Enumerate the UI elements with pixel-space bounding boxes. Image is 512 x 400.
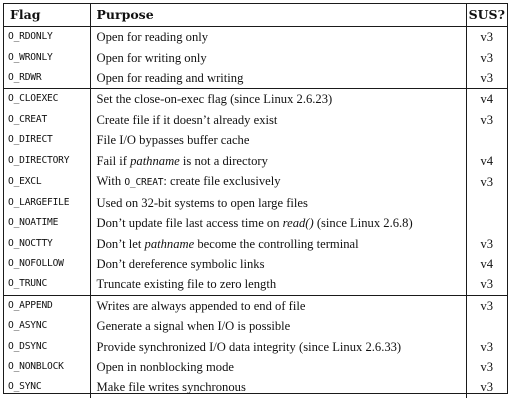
purpose-text: Create file if it doesn’t already exist: [96, 112, 278, 127]
table-row: [4, 295, 507, 316]
purpose-cell: [90, 110, 466, 130]
flag-cell: O_WRONLY: [8, 51, 53, 63]
table-row: [4, 27, 507, 48]
purpose-text: (since Linux 2.6.8): [313, 216, 413, 231]
flag-cell: O_CREAT: [8, 113, 48, 125]
sus-cell: v3: [466, 336, 507, 356]
flag-cell: O_DIRECTORY: [8, 154, 70, 166]
sus-cell: v3: [466, 27, 507, 48]
purpose-cell: [90, 357, 466, 377]
table-row: [4, 110, 507, 130]
sus-cell: v3: [466, 295, 507, 316]
flag-cell: O_APPEND: [4, 295, 90, 316]
purpose-text: Writes are always appended to end of file: [96, 298, 306, 313]
table-row: [4, 213, 507, 233]
purpose-text: Generate a signal when I/O is possible: [96, 319, 291, 334]
sus-cell: [466, 316, 507, 336]
purpose-text: Don’t dereference symbolic links: [96, 257, 265, 272]
purpose-text: : create file exclusively: [163, 173, 281, 188]
flag-cell: O_NOCTTY: [8, 237, 53, 249]
purpose-cell: [90, 254, 466, 274]
table-row: [4, 89, 507, 110]
purpose-emphasis: read(): [282, 216, 314, 231]
table-row: [4, 377, 507, 397]
purpose-cell: [90, 89, 466, 110]
sus-cell: v3: [466, 357, 507, 377]
purpose-cell: [90, 316, 466, 336]
purpose-cell: [90, 68, 466, 89]
table-row: [4, 193, 507, 213]
flag-cell: O_ASYNC: [8, 320, 48, 332]
flag-cell: O_CLOEXEC: [4, 89, 90, 110]
flag-cell: O_RDONLY: [8, 31, 53, 43]
sus-cell: v4: [466, 89, 507, 110]
flag-cell: O_LARGEFILE: [8, 196, 70, 208]
purpose-emphasis: pathname: [144, 236, 195, 251]
purpose-text: File I/O bypasses buffer cache: [96, 133, 250, 148]
purpose-cell: [90, 234, 466, 254]
table-row: [4, 316, 507, 336]
header-row: [4, 4, 507, 27]
sus-cell: [466, 213, 507, 233]
header-sus: SUS?: [466, 4, 507, 27]
purpose-text: Open in nonblocking mode: [96, 360, 234, 375]
purpose-text: Open for writing only: [96, 50, 207, 65]
flag-cell: O_TRUNC: [8, 278, 48, 290]
table-row: [4, 274, 507, 295]
sus-cell: v3: [466, 274, 507, 295]
purpose-cell: [90, 295, 466, 316]
flag-cell: O_NOFOLLOW: [8, 258, 64, 270]
purpose-text: Open for reading only: [96, 30, 209, 45]
flag-cell: O_NONBLOCK: [8, 361, 64, 373]
purpose-text: become the controlling terminal: [194, 236, 359, 251]
table-body: [4, 27, 507, 398]
purpose-text: Don’t let: [96, 236, 145, 251]
purpose-cell: [90, 130, 466, 150]
open-flags-table: [4, 4, 507, 398]
purpose-emphasis: pathname: [130, 153, 180, 168]
purpose-cell: [90, 171, 466, 193]
flag-cell: O_DSYNC: [8, 340, 48, 352]
table-row: [4, 357, 507, 377]
purpose-cell: [90, 27, 466, 48]
purpose-text: Used on 32-bit systems to open large files: [96, 195, 308, 210]
sus-cell: v3: [466, 68, 507, 89]
flag-cell: O_NOATIME: [8, 217, 59, 229]
purpose-cell: [90, 193, 466, 213]
table-row: [4, 150, 507, 170]
sus-cell: [466, 130, 507, 150]
purpose-cell: [90, 150, 466, 170]
header-flag: Flag: [4, 4, 90, 27]
table-row: [4, 234, 507, 254]
flag-cell: O_EXCL: [8, 175, 42, 187]
purpose-text: Truncate existing file to zero length: [96, 277, 277, 292]
table-row: [4, 171, 507, 193]
purpose-code: O_CREAT: [124, 176, 164, 188]
flag-cell: O_DIRECT: [8, 134, 53, 146]
purpose-text: Fail if: [96, 153, 131, 168]
purpose-text: With: [96, 173, 125, 188]
sus-cell: [466, 193, 507, 213]
purpose-cell: [90, 377, 466, 397]
purpose-cell: [90, 213, 466, 233]
purpose-text: is not a directory: [179, 153, 268, 168]
purpose-text: Provide synchronized I/O data integrity (since Linux 2.6.33): [96, 339, 402, 354]
table-row: [4, 47, 507, 67]
sus-cell: v4: [466, 150, 507, 170]
table-row: [4, 68, 507, 89]
purpose-cell: [90, 274, 466, 295]
flag-cell: O_RDWR: [8, 71, 42, 83]
table-row: [4, 130, 507, 150]
flag-cell: O_SYNC: [8, 381, 42, 393]
sus-cell: v3: [466, 110, 507, 130]
sus-cell: v4: [466, 254, 507, 274]
purpose-cell: [90, 47, 466, 67]
sus-cell: v3: [466, 47, 507, 67]
table-row: [4, 254, 507, 274]
flags-table-frame: [3, 3, 508, 394]
purpose-text: Open for reading and writing: [96, 70, 244, 85]
purpose-text: Make file writes synchronous: [96, 380, 246, 395]
purpose-text: Don’t update file last access time on: [96, 216, 283, 231]
sus-cell: v3: [466, 377, 507, 397]
header-purpose: Purpose: [90, 4, 466, 27]
purpose-text: Set the close-on-exec flag (since Linux 2.6.23): [96, 92, 333, 107]
sus-cell: v3: [466, 171, 507, 193]
purpose-cell: [90, 336, 466, 356]
sus-cell: v3: [466, 234, 507, 254]
table-row: [4, 336, 507, 356]
